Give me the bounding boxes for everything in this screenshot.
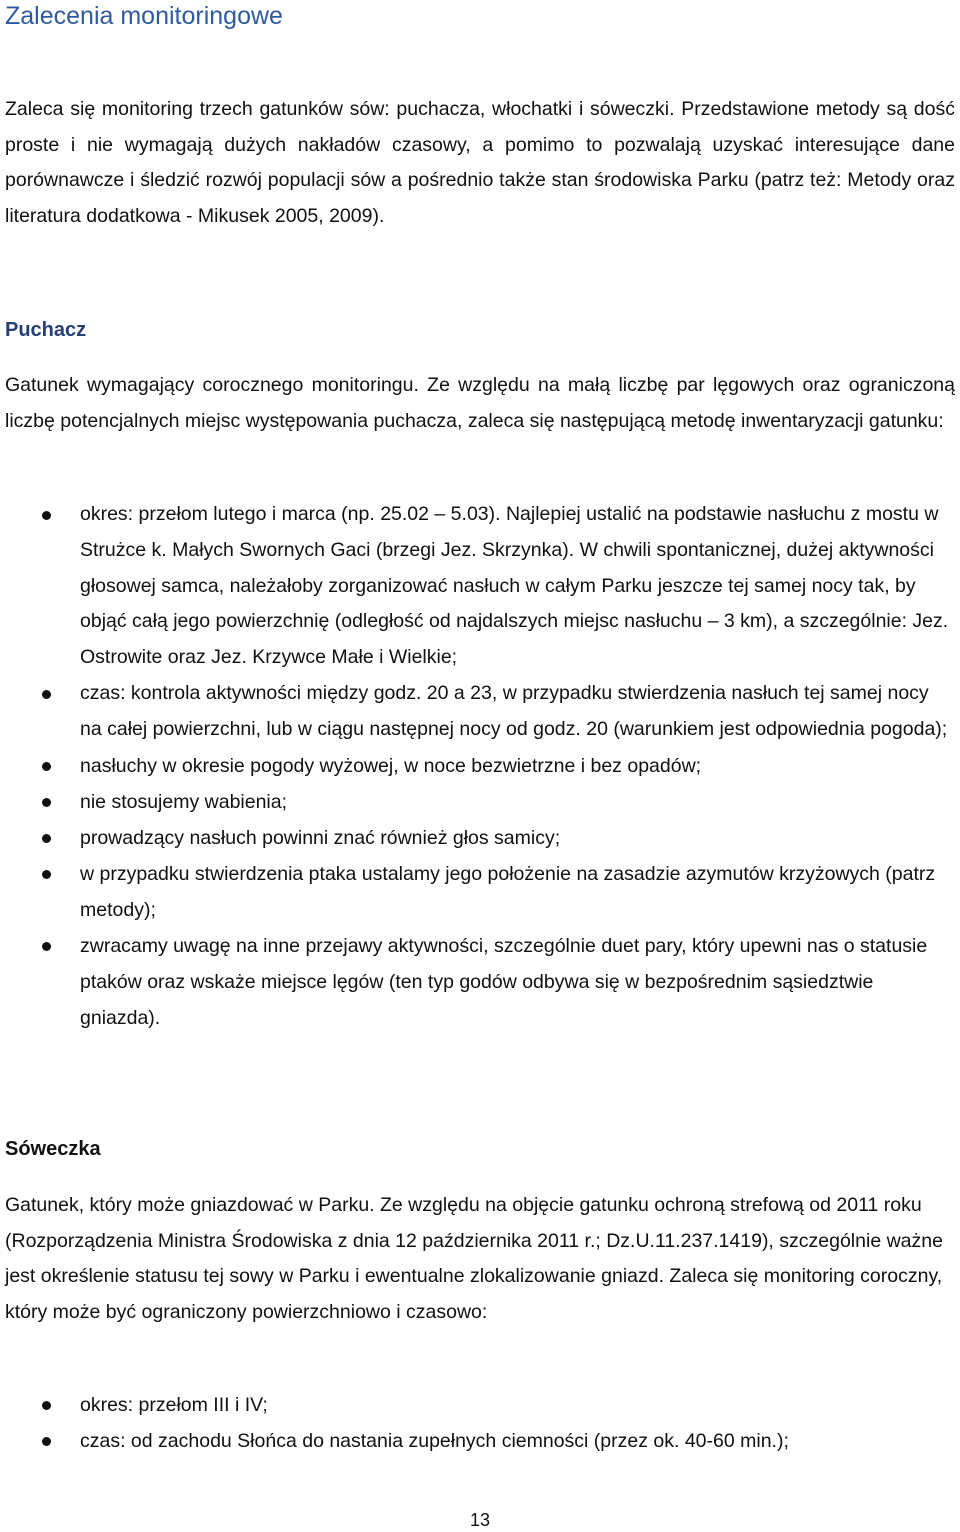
bullet-icon (42, 1401, 51, 1410)
section-heading-puchacz: Puchacz (5, 319, 87, 341)
bullet-icon (42, 870, 51, 879)
bullet-icon (42, 1437, 51, 1446)
list-item: nasłuchy w okresie pogody wyżowej, w noce bezwietrzne i bez opadów; (0, 748, 960, 784)
list-item: nie stosujemy wabienia; (0, 784, 960, 820)
puchacz-paragraph: Gatunek wymagający corocznego monitoringu. Ze względu na małą liczbę par lęgowych oraz ograniczoną liczbę potencjalnych miejsc występowania puchacza, zaleca się następującą metodę inwentaryzacji gatunku: (5, 374, 955, 432)
bullet-icon (42, 834, 51, 843)
list-item: okres: przełom lutego i marca (np. 25.02 – 5.03). Najlepiej ustalić na podstawie nasłuchu z mostu w Strużce k. Małych Swornych Gaci (brzegi Jez. Skrzynka). W chwili spontanicznej, dużej aktywności głosowej samca, należałoby zorganizować nasłuch w całym Parku jeszcze tej samej nocy tak, by objąć całą jego powierzchnię (odległość od najdalszych miejsc nasłuchu – 3 km), a szczególnie: Jez. Ostrowite oraz Jez. Krzywce Małe i Wielkie; (0, 497, 960, 676)
bullet-icon (42, 511, 51, 520)
list-item: zwracamy uwagę na inne przejawy aktywności, szczególnie duet pary, który upewni nas o statusie ptaków oraz wskaże miejsce lęgów (ten typ godów odbywa się w bezpośrednim sąsiedztwie gniazda). (0, 928, 960, 1036)
page-title: Zalecenia monitoringowe (5, 2, 283, 30)
bullet-icon (42, 798, 51, 807)
section-heading-soweczka: Sóweczka (5, 1138, 101, 1160)
soweczka-bullet-list (0, 1387, 960, 1459)
intro-paragraph: Zaleca się monitoring trzech gatunków sów: puchacza, włochatki i sóweczki. Przedstawione metody są dość proste i nie wymagają dużych nakładów czasowy, a pomimo to pozwalają uzyskać interesujące dane porównawcze i śledzić rozwój populacji sów a pośrednio także stan środowiska Parku (patrz też: Metody oraz literatura dodatkowa - Mikusek 2005, 2009). (5, 98, 955, 227)
list-item: czas: od zachodu Słońca do nastania zupełnych ciemności (przez ok. 40-60 min.); (0, 1423, 960, 1459)
bullet-icon (42, 942, 51, 951)
list-item: prowadzący nasłuch powinni znać również głos samicy; (0, 820, 960, 856)
soweczka-paragraph: Gatunek, który może gniazdować w Parku. Ze względu na objęcie gatunku ochroną strefową od 2011 roku (Rozporządzenia Ministra Środowiska z dnia 12 października 2011 r.; Dz.U.11.237.1419), szczególnie ważne jest określenie statusu tej sowy w Parku i ewentualne zlokalizowanie gniazd. Zaleca się monitoring coroczny, który może być ograniczony powierzchniowo i czasowo: (5, 1194, 943, 1323)
bullet-icon (42, 762, 51, 771)
page-number: 13 (469, 1510, 491, 1530)
bullet-icon (42, 690, 51, 699)
list-item: okres: przełom III i IV; (0, 1387, 960, 1423)
puchacz-bullet-list (0, 497, 960, 1036)
list-item: czas: kontrola aktywności między godz. 20 a 23, w przypadku stwierdzenia nasłuch tej samej nocy na całej powierzchni, lub w ciągu następnej nocy od godz. 20 (warunkiem jest odpowiednia pogoda); (0, 676, 960, 748)
list-item: w przypadku stwierdzenia ptaka ustalamy jego położenie na zasadzie azymutów krzyżowych (patrz metody); (0, 856, 960, 928)
